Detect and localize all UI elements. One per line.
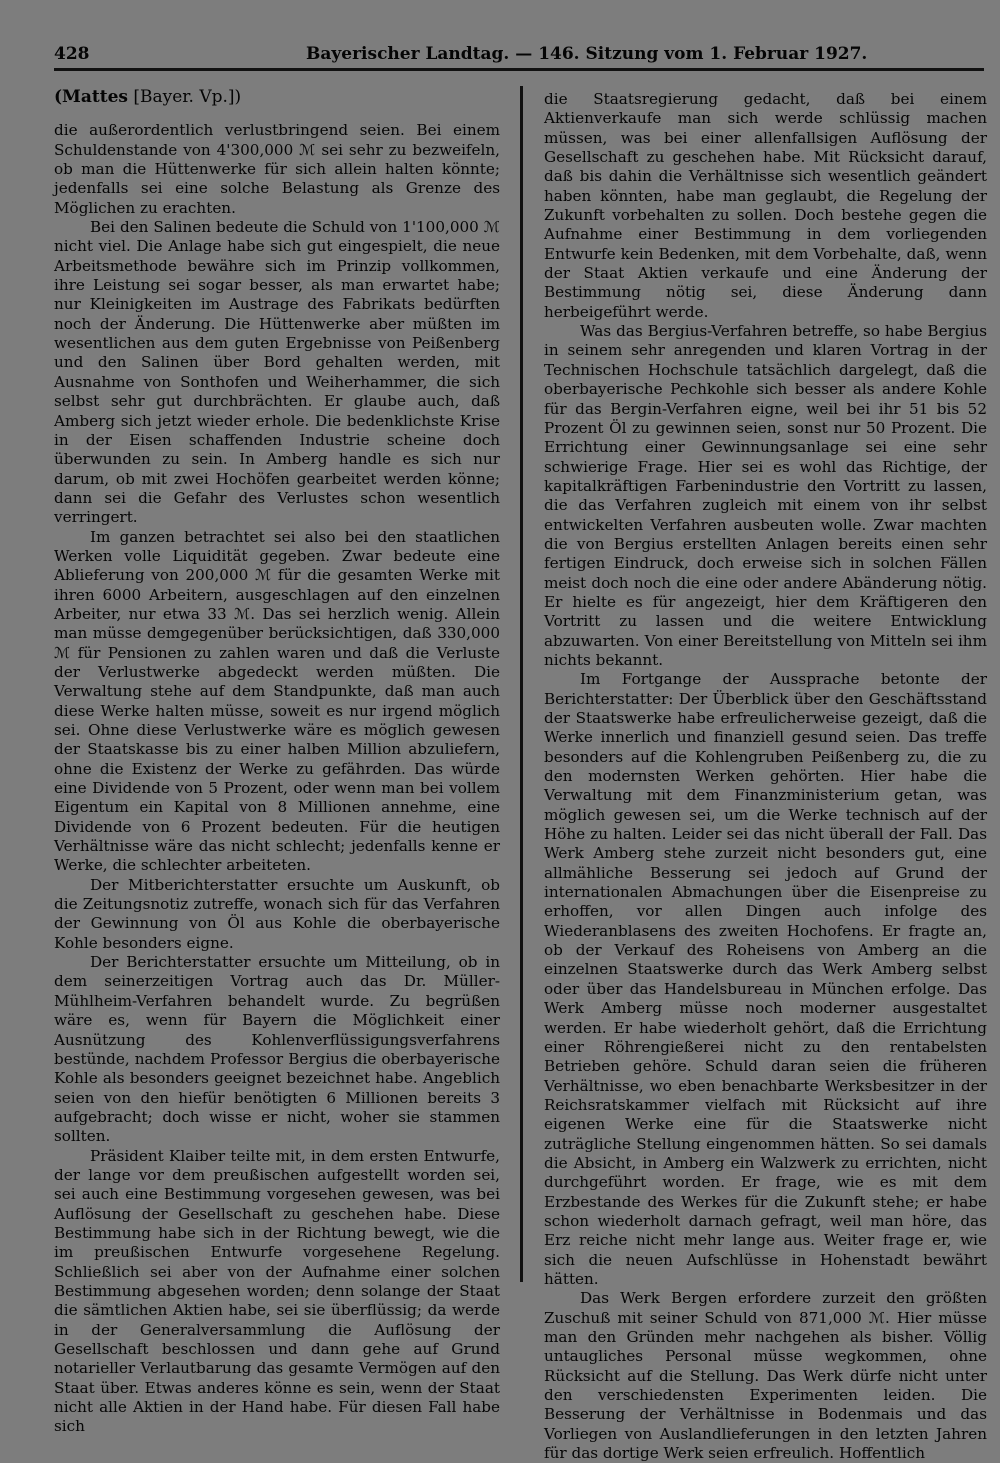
- paragraph: die außerordentlich verlustbringend seien. Bei einem Schuldenstande von 4'300,000 ℳ sei sehr zu bezweifeln, ob man die Hüttenwerke für sich allein halten könnte; jedenfalls sei eine solche Belastung als Grenze des Möglichen zu erachten.: [54, 121, 500, 217]
- right-column: [544, 90, 987, 1463]
- page-number: 428: [54, 44, 90, 64]
- speaker-party: [Bayer. Vp.]): [133, 87, 242, 107]
- paragraph: Der Mitberichterstatter ersuchte um Auskunft, ob die Zeitungsnotiz zutreffe, wonach sich für das Verfahren der Gewinnung von Öl aus Kohle die oberbayerische Kohle besonders eigne.: [54, 875, 500, 952]
- running-title: Bayerischer Landtag. — 146. Sitzung vom 1. Februar 1927.: [306, 44, 868, 64]
- paragraph: Präsident Klaiber teilte mit, in dem ersten Entwurfe, der lange vor dem preußischen aufgestellt worden sei, sei auch eine Bestimmung vorgesehen gewesen, was bei Auflösung der Gesellschaft zu geschehen habe. Diese Bestimmung habe sich in der Richtung bewegt, wie die im preußischen Entwurfe vorgesehene Regelung. Schließlich sei aber von der Aufnahme einer solchen Bestimmung abgesehen worden; denn solange der Staat die sämtlichen Aktien habe, sei sie überflüssig; da werde in der Generalversammlung die Auflösung der Gesellschaft beschlossen und dann gehe auf Grund notarieller Verlautbarung das gesamte Vermögen auf den Staat über. Etwas anderes könne es sein, wenn der Staat nicht alle Aktien in der Hand habe. Für diesen Fall habe sich: [54, 1146, 500, 1436]
- paragraph: Das Werk Bergen erfordere zurzeit den größten Zuschuß mit seiner Schuld von 871,000 ℳ. Hier müsse man den Gründen mehr nachgehen als bisher. Völlig untaugliches Personal müsse wegkommen, ohne Rücksicht auf die Stellung. Das Werk dürfe nicht unter den verschiedensten Experimenten leiden. Die Besserung der Verhältnisse in Bodenmais und das Vorliegen von Auslandlieferungen in den letzten Jahren für das dortige Werk seien erfreulich. Hoffentlich: [544, 1289, 987, 1463]
- paragraph: Im Fortgange der Aussprache betonte der Berichterstatter: Der Überblick über den Geschäftsstand der Staatswerke habe erfreulicherweise gezeigt, daß die Werke innerlich und finanziell gesund seien. Das treffe besonders auf die Kohlengruben Peißenberg zu, die zu den modernsten Werken gehörten. Hier habe die Verwaltung mit dem Finanzministerium getan, was möglich gewesen sei, um die Werke technisch auf der Höhe zu halten. Leider sei das nicht überall der Fall. Das Werk Amberg stehe zurzeit nicht besonders gut, eine allmähliche Besserung sei jedoch auf Grund der internationalen Abmachungen über die Eisenpreise zu erhoffen, vor allen Dingen auch infolge des Wiederanblasens des zweiten Hochofens. Er fragte an, ob der Verkauf des Roheisens von Amberg an die einzelnen Staatswerke durch das Werk Amberg selbst oder über das Handelsbureau in München erfolge. Das Werk Amberg müsse noch moderner ausgestaltet werden. Er habe wiederholt gehört, daß die Errichtung einer Röhrengießerei nicht zu den rentabelsten Betrieben gehöre. Schuld daran seien die früheren Verhältnisse, wo eben benachbarte Werksbesitzer in der Reichsratskammer vielfach mit Rücksicht auf ihre eigenen Werke eine für die Staatswerke nicht zuträgliche Stellung eingenommen hätten. So sei damals die Absicht, in Amberg ein Walzwerk zu errichten, nicht durchgeführt worden. Er frage, wie es mit dem Erzbestande des Werkes für die Zukunft stehe; er habe schon wiederholt darnach gefragt, weil man höre, das Erz reiche nicht mehr lange aus. Weiter frage er, wie sich die neuen Aufschlüsse in Hohenstadt bewährt hätten.: [544, 670, 987, 1288]
- page-header: [54, 44, 984, 68]
- paragraph: Der Berichterstatter ersuchte um Mitteilung, ob in dem seinerzeitigen Vortrag auch das Dr. Müller-Mühlheim-Verfahren behandelt wurde. Zu begrüßen wäre es, wenn für Bayern die Möglichkeit einer Ausnützung des Kohlenverflüssigungsverfahrens bestünde, nachdem Professor Bergius die oberbayerische Kohle als besonders geeignet bezeichnet habe. Angeblich seien von den hiefür benötigten 6 Millionen bereits 3 aufgebracht; doch wisse er nicht, woher sie stammen sollten.: [54, 953, 500, 1146]
- paragraph: Was das Bergius-Verfahren betreffe, so habe Bergius in seinem sehr anregenden und klaren Vortrag in der Technischen Hochschule tatsächlich dargelegt, daß die oberbayerische Pechkohle sich besser als andere Kohle für das Bergin-Verfahren eigne, weil bei ihr 51 bis 52 Prozent Öl zu gewinnen seien, sonst nur 50 Prozent. Die Errichtung einer Gewinnungsanlage sei eine sehr schwierige Frage. Hier sei es wohl das Richtige, der kapitalkräftigen Farbenindustrie den Vortritt zu lassen, die das Verfahren zugleich mit einem von ihr selbst entwickelten Verfahren ausbeuten wolle. Zwar machten die von Bergius erstellten Anlagen bereits einen sehr fertigen Eindruck, doch erweise sich in solchen Fällen meist doch noch die eine oder andere Abänderung nötig. Er hielte es für angezeigt, hier dem Kräftigeren den Vortritt zu lassen und die weitere Entwicklung abzuwarten. Von einer Bereitstellung von Mitteln sei ihm nichts bekannt.: [544, 322, 987, 669]
- left-column: [54, 86, 500, 1437]
- speaker-heading: [54, 88, 500, 107]
- paragraph: die Staatsregierung gedacht, daß bei einem Aktienverkaufe man sich werde schlüssig machen müssen, was bei einer allenfallsigen Auflösung der Gesellschaft zu geschehen habe. Mit Rücksicht darauf, daß bis dahin die Verhältnisse sich wesentlich geändert haben könnten, habe man geglaubt, die Regelung der Zukunft vorbehalten zu sollen. Doch bestehe gegen die Aufnahme einer Bestimmung in dem vorliegenden Entwurfe kein Bedenken, mit dem Vorbehalte, daß, wenn der Staat Aktien verkaufe und eine Änderung der Bestimmung nötig sei, diese Änderung dann herbeigeführt werde.: [544, 90, 987, 321]
- paragraph: Bei den Salinen bedeute die Schuld von 1'100,000 ℳ nicht viel. Die Anlage habe sich gut eingespielt, die neue Arbeitsmethode bewähre sich im Prinzip vollkommen, ihre Leistung sei sogar besser, als man erwartet habe; nur Kleinigkeiten im Austrage des Fabrikats bedürften noch der Änderung. Die Hüttenwerke aber müßten im wesentlichen aus dem guten Ergebnisse von Peißenberg und den Salinen über Bord gehalten werden, mit Ausnahme von Sonthofen und Weiherhammer, die sich selbst sehr gut durchbrächten. Er glaube auch, daß Amberg sich jetzt wieder erhole. Die bedenklichste Krise in der Eisen schaffenden Industrie scheine doch überwunden zu sein. In Amberg handle es sich nur darum, ob mit zwei Hochöfen gearbeitet werden könne; dann sei die Gefahr des Verlustes schon wesentlich verringert.: [54, 218, 500, 527]
- column-divider: [520, 86, 523, 1282]
- paragraph: Im ganzen betrachtet sei also bei den staatlichen Werken volle Liquidität gegeben. Zwar bedeute eine Ablieferung von 200,000 ℳ für die gesamten Werke mit ihren 6000 Arbeitern, ausgeschlagen auf den einzelnen Arbeiter, nur etwa 33 ℳ. Das sei herzlich wenig. Allein man müsse demgegenüber berücksichtigen, daß 330,000 ℳ für Pensionen zu zahlen waren und daß die Verluste der Verlustwerke abgedeckt werden müßten. Die Verwaltung stehe auf dem Standpunkte, daß man auch diese Werke halten müsse, soweit es nur irgend möglich sei. Ohne diese Verlustwerke wäre es möglich gewesen der Staatskasse bis zu einer halben Million abzuliefern, ohne die Existenz der Werke zu gefährden. Das würde eine Dividende von 5 Prozent, oder wenn man bei vollem Eigentum ein Kapital von 8 Millionen annehme, eine Dividende von 6 Prozent bedeuten. Für die heutigen Verhältnisse wäre das nicht schlecht; jedenfalls kenne er Werke, die schlechter arbeiteten.: [54, 527, 500, 875]
- speaker-name: (Mattes: [54, 87, 128, 107]
- header-rule: [54, 68, 984, 71]
